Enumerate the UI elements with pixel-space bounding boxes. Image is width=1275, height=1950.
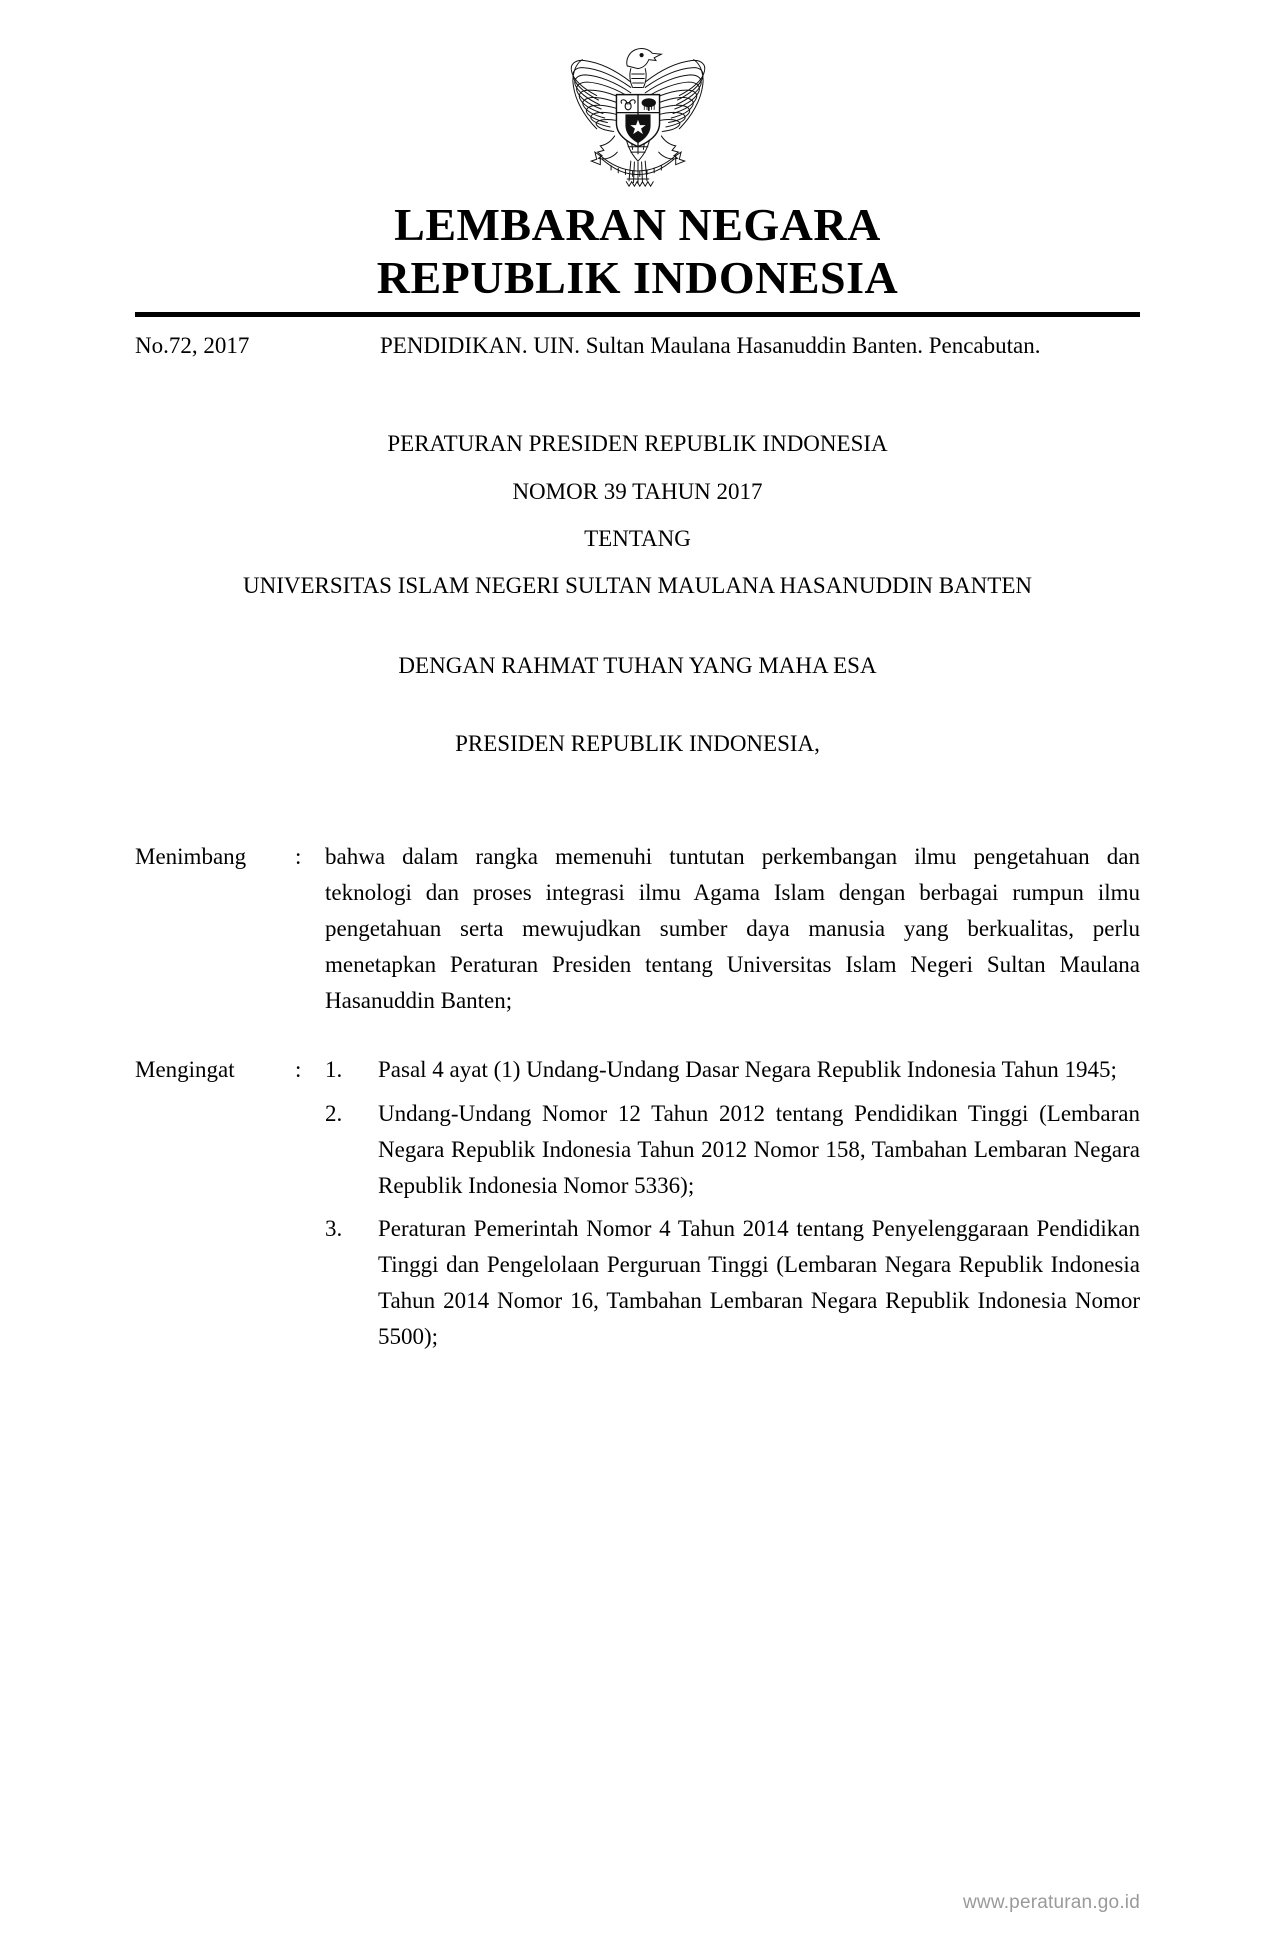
clause-body-mengingat — [325, 1052, 1140, 1355]
page-content — [135, 0, 1140, 1355]
clause-menimbang — [135, 839, 1140, 1020]
list-item — [325, 1211, 1140, 1355]
clause-colon-menimbang: : — [295, 843, 302, 869]
masthead-line-2: REPUBLIK INDONESIA — [376, 252, 899, 304]
regulation-title-block — [135, 420, 1140, 609]
list-item-marker: 2. — [325, 1100, 343, 1126]
garuda-pancasila-emblem — [548, 30, 728, 188]
masthead — [135, 198, 1140, 305]
clause-colon-mengingat: : — [295, 1057, 302, 1083]
list-item — [325, 1096, 1140, 1204]
list-item-text: Peraturan Pemerintah Nomor 4 Tahun 2014 tentang Penyelenggaraan Pendidikan Tinggi dan Pengelolaan Perguruan Tinggi (Lembaran Negara Republik Indonesia Tahun 2014 Nomor 16, Tambahan Lembaran Negara Republik Indonesia Nomor 5500); — [378, 1215, 1140, 1350]
clause-body-menimbang — [325, 839, 1140, 1020]
list-item-text: Pasal 4 ayat (1) Undang-Undang Dasar Negara Republik Indonesia Tahun 1945; — [378, 1057, 1117, 1083]
clause-label-menimbang: Menimbang — [135, 843, 247, 869]
gazette-number: No.72, 2017 — [135, 332, 250, 358]
list-item-text: Undang-Undang Nomor 12 Tahun 2012 tentang Pendidikan Tinggi (Lembaran Negara Republik Indonesia Tahun 2012 Nomor 158, Tambahan Lembaran Negara Republik Indonesia Nomor 5336); — [378, 1100, 1140, 1198]
title-line-subject: UNIVERSITAS ISLAM NEGERI SULTAN MAULANA HASANUDDIN BANTEN — [243, 572, 1032, 598]
authority-line: PRESIDEN REPUBLIK INDONESIA, — [455, 730, 820, 756]
mengingat-list — [325, 1052, 1140, 1355]
blessing-line: DENGAN RAHMAT TUHAN YANG MAHA ESA — [398, 652, 877, 678]
emblem-container — [135, 0, 1140, 188]
list-item — [325, 1052, 1140, 1088]
title-line-peraturan: PERATURAN PRESIDEN REPUBLIK INDONESIA — [387, 431, 888, 457]
list-item-marker: 1. — [325, 1057, 343, 1083]
clause-mengingat — [135, 1052, 1140, 1355]
consideranda — [135, 839, 1140, 1355]
masthead-line-1: LEMBARAN NEGARA — [394, 199, 881, 250]
gazette-line — [135, 330, 1140, 363]
masthead-divider — [135, 312, 1140, 317]
menimbang-paragraph: bahwa dalam rangka memenuhi tuntutan perkembangan ilmu pengetahuan dan teknologi dan proses integrasi ilmu Agama Islam dengan berbagai rumpun ilmu pengetahuan serta mewujudkan sumber daya manusia yang berkualitas, perlu menetapkan Peraturan Presiden tentang Universitas Islam Negeri Sultan Maulana Hasanuddin Banten; — [325, 843, 1140, 1014]
footer-watermark: www.peraturan.go.id — [962, 1892, 1140, 1913]
clause-label-mengingat: Mengingat — [135, 1057, 235, 1083]
title-line-tentang: TENTANG — [584, 525, 691, 551]
title-line-nomor: NOMOR 39 TAHUN 2017 — [512, 478, 763, 504]
list-item-marker: 3. — [325, 1215, 343, 1241]
gazette-subject: PENDIDIKAN. UIN. Sultan Maulana Hasanuddin Banten. Pencabutan. — [380, 332, 1041, 358]
